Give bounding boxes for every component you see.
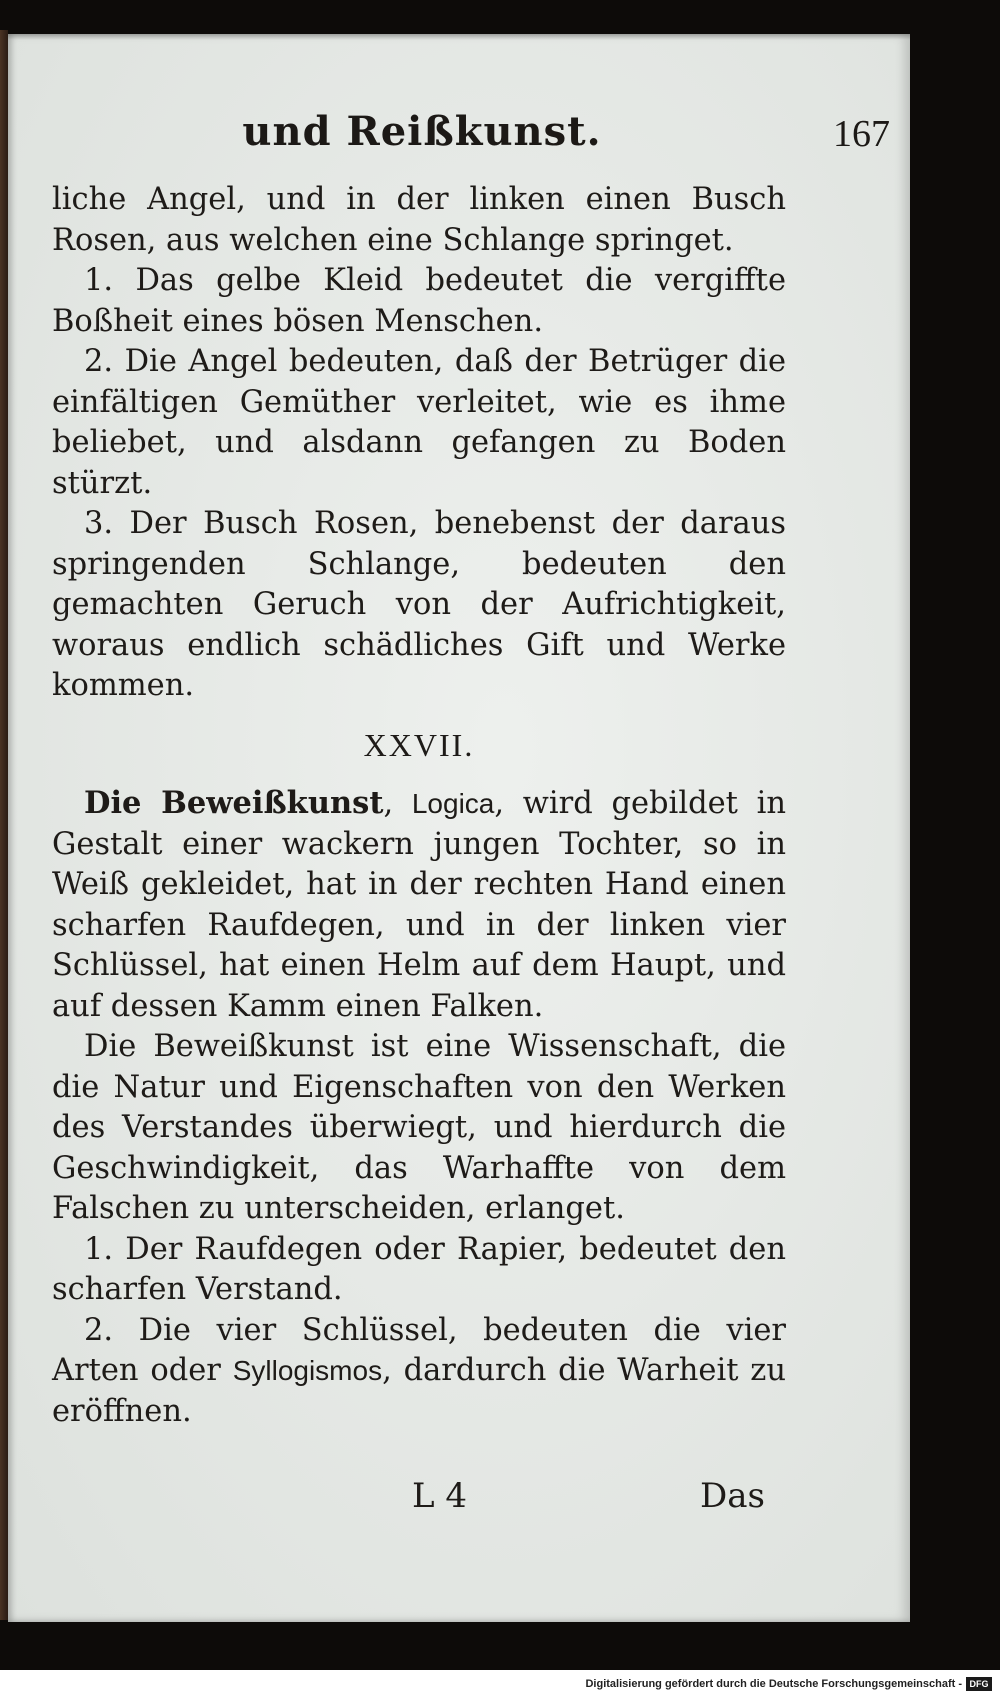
- catchword: Das: [700, 1476, 765, 1516]
- credit-bar: [0, 1670, 1000, 1696]
- paragraph-item-1: 1. Das gelbe Kleid bedeutet die vergiffte Boßheit eines bösen Menschen.: [52, 263, 786, 339]
- running-title: und Reißkunst.: [242, 108, 602, 155]
- section-number: XXVII.: [363, 726, 475, 763]
- section-lead-text: , wird gebildet in Gestalt einer wackern jungen Tochter, so in Weiß gekleidet, hat in der rechten Hand einen scharfen Raufdegen, und in der linken vier Schlüssel, hat einen Helm auf dem Haupt, und auf dessen Kamm einen Falken.: [52, 786, 787, 1024]
- paragraph-continuation: liche Angel, und in der linken einen Busch Rosen, aus welchen eine Schlange springet.: [52, 182, 786, 258]
- page-header: [54, 104, 890, 174]
- section-lead-heading: Die Beweißkunst: [84, 785, 384, 821]
- section-lead-latin: Logica: [411, 788, 495, 819]
- book-page: [8, 34, 910, 1622]
- book-spine-edge: [0, 30, 8, 1620]
- paragraph-item-2: 2. Die Angel bedeuten, daß der Betrüger die einfältigen Gemüther verleitet, wie es ihme beliebet, und alsdann gefangen zu Boden stürzt.: [52, 344, 786, 501]
- credit-text: Digitalisierung gefördert durch die Deutsche Forschungsgemeinschaft -: [585, 1678, 962, 1690]
- section-lead-paragraph: [52, 783, 786, 1027]
- section-paragraph-4: [52, 1311, 786, 1433]
- section-p4-part-a: 2. Die vier Schlüssel, bedeuten die vier Arten oder: [52, 1312, 786, 1388]
- section-p4-part-b: , dardurch die Warheit zu eröffnen.: [52, 1353, 786, 1429]
- page-body: [52, 180, 786, 1432]
- page-number: 167: [833, 113, 890, 155]
- signature-mark: L 4: [412, 1476, 468, 1516]
- page-edge-shadow: [8, 34, 910, 40]
- paragraph-item-3: 3. Der Busch Rosen, benebenst der daraus springenden Schlange, bedeuten den gemachten Geruch von der Aufrichtigkeit, woraus endlich schädliches Gift und Werke kommen.: [52, 506, 786, 703]
- dfg-logo: DFG: [966, 1677, 992, 1691]
- section-paragraph-3: 1. Der Raufdegen oder Rapier, bedeutet den scharfen Verstand.: [52, 1231, 786, 1307]
- section-p4-latin: Syllogismos: [232, 1355, 383, 1386]
- section-paragraph-2: Die Beweißkunst ist eine Wissenschaft, die die Natur und Eigenschaften von den Werken des Verstandes überwiegt, und hierdurch die Geschwindigkeit, das Warhaffte von dem Falschen zu unterscheiden, erlanget.: [52, 1029, 786, 1226]
- section-lead-separator: ,: [383, 786, 412, 821]
